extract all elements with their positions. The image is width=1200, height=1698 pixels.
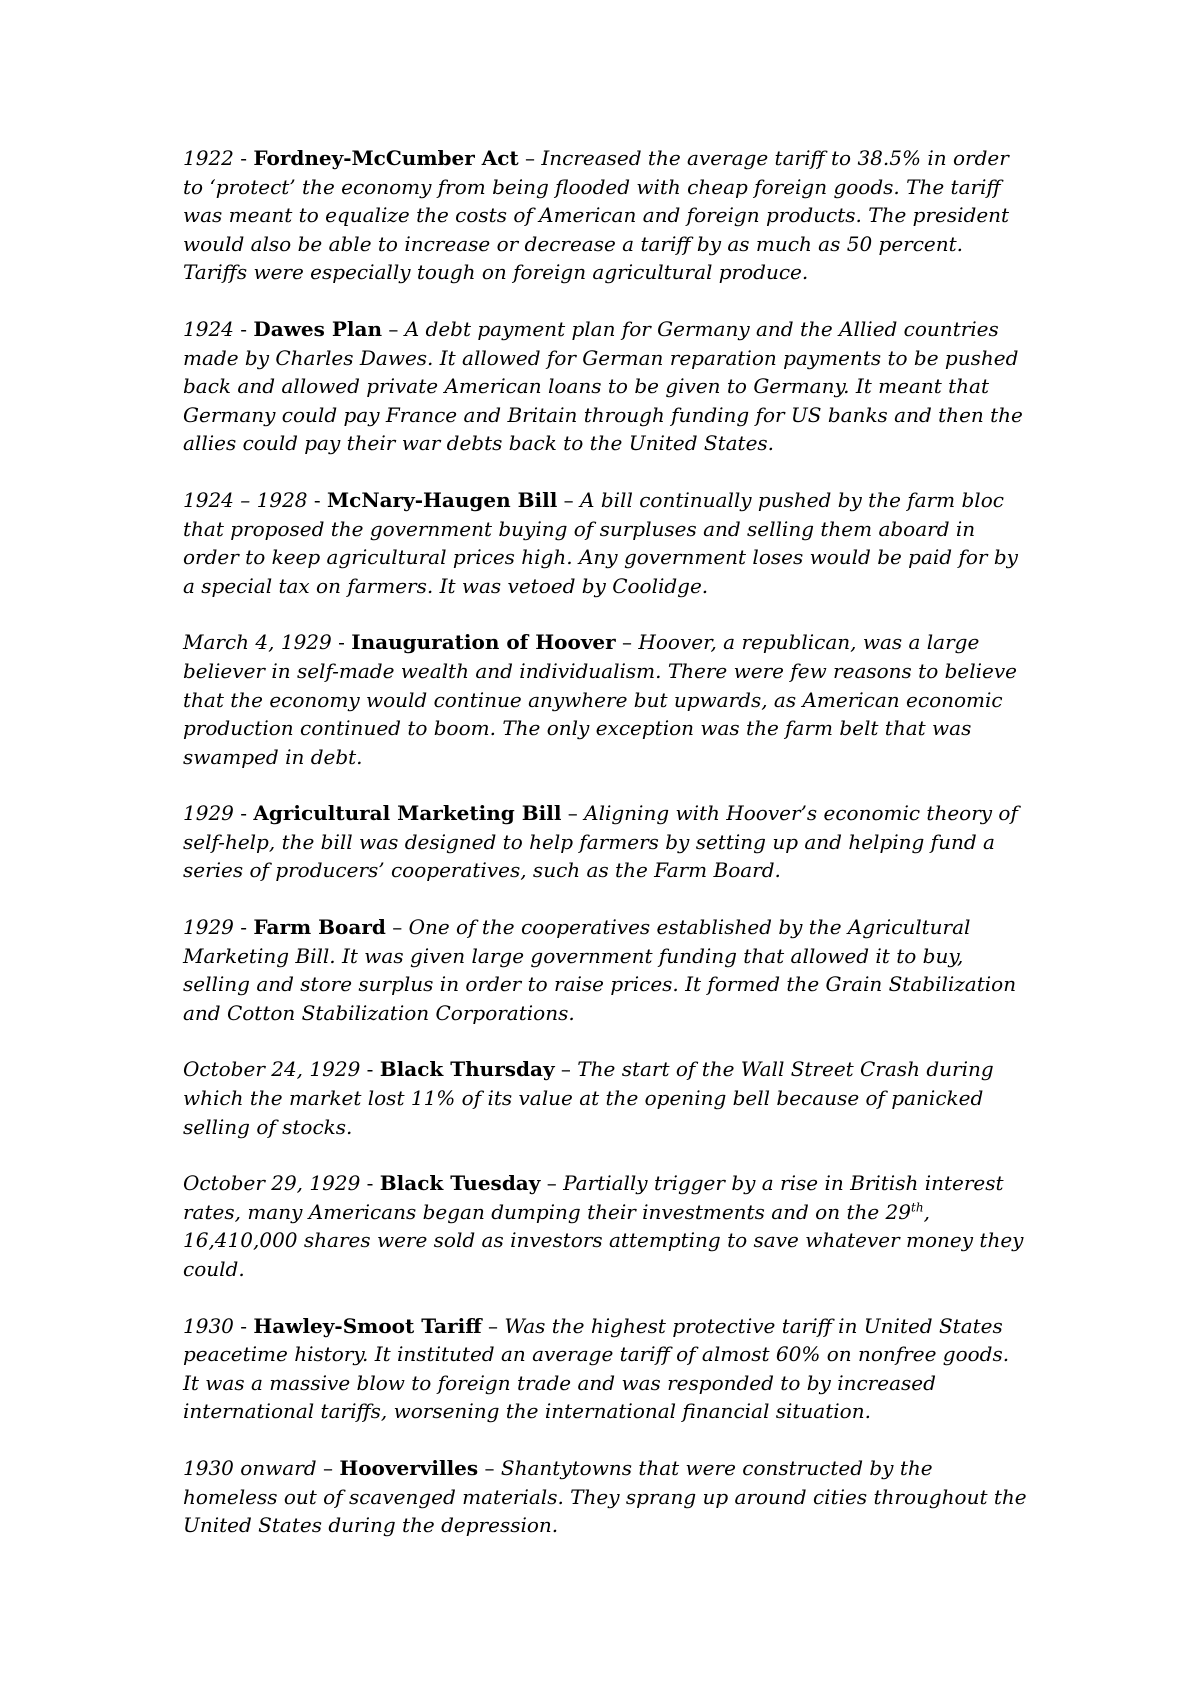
entry-farm-board <box>183 913 1028 1027</box>
entry-description: Partially trigger by a rise in British interest rates, many Americans began dumping their investments and on the 29 <box>183 1171 1004 1224</box>
entry-term: Farm Board <box>253 915 386 940</box>
entry-term: Hoovervilles <box>339 1455 479 1480</box>
entry-separator: – <box>557 487 581 512</box>
entry-date: 1929 <box>183 915 234 940</box>
entry-date: 1924 – 1928 <box>183 487 308 512</box>
entry-separator: - <box>233 146 254 170</box>
entry-term: Dawes Plan <box>253 316 382 341</box>
entry-term: McNary-Haugen Bill <box>327 487 558 512</box>
entry-hoovervilles <box>183 1454 1028 1540</box>
entry-description: One of the cooperatives established by the Agricultural Marketing Bill. It was given large government funding that allowed it to buy, selling and store surplus in order to raise prices. It formed the Grain Stabilization and Cotton Stabilization Corporations. <box>183 915 1017 1025</box>
entry-agricultural-marketing-bill <box>183 799 1028 885</box>
ordinal-suffix: th <box>911 1200 924 1215</box>
entry-date: March 4, 1929 <box>183 630 332 655</box>
entry-description: A bill continually pushed by the farm bloc that proposed the government buying of surpluses and selling them aboard in order to keep agricultural prices high. Any government loses would be paid for by a special tax on farmers. It was vetoed by Coolidge. <box>183 487 1018 598</box>
entry-separator: - <box>307 487 327 512</box>
entry-separator: - <box>233 801 254 826</box>
entry-separator: – <box>478 1455 501 1480</box>
entry-black-tuesday <box>183 1169 1028 1283</box>
entry-separator: - <box>233 316 254 341</box>
entry-date: 1930 onward <box>183 1455 317 1480</box>
entry-term: Fordney-McCumber Act <box>253 146 519 170</box>
entry-term: Black Tuesday <box>379 1171 541 1196</box>
document-page <box>183 144 1028 1568</box>
entry-description-continued: , 16,410,000 shares were sold as investors attempting to save whatever money they could. <box>183 1199 1024 1281</box>
entry-fordney-mccumber-act <box>183 144 1028 287</box>
entry-separator: – <box>316 1455 340 1480</box>
entry-separator: - <box>233 1313 254 1338</box>
entry-date: 1930 <box>183 1313 234 1338</box>
entry-black-thursday <box>183 1055 1028 1141</box>
entry-separator: – <box>561 801 585 826</box>
entry-separator: – <box>518 146 542 170</box>
entry-separator: - <box>360 1057 380 1082</box>
entry-dawes-plan <box>183 315 1028 458</box>
entry-description: Increased the average tariff to 38.5% in order to ‘protect’ the economy from being flooded with cheap foreign goods. The tariff was meant to equalize the costs of American and foreign products. The president would also be able to increase or decrease a tariff by as much as 50 percent. Tariffs were especially tough on foreign agricultural produce. <box>183 146 1010 285</box>
entry-date: 1924 <box>183 316 234 341</box>
entry-mcnary-haugen-bill <box>183 486 1028 600</box>
entry-separator: – <box>540 1171 564 1196</box>
entry-term: Hawley-Smoot Tariff <box>253 1313 482 1338</box>
entry-term: Black Thursday <box>379 1057 555 1082</box>
entry-inauguration-of-hoover <box>183 628 1028 771</box>
entry-description: Hoover, a republican, was a large believer in self-made wealth and individualism. There were few reasons to believe that the economy would continue anywhere but upwards, as American economic production continued to boom. The only exception was the farm belt that was swamped in debt. <box>183 630 1018 769</box>
entry-date: 1922 <box>183 146 234 170</box>
entry-term: Inauguration of Hoover <box>351 630 616 655</box>
entry-description: Aligning with Hoover’s economic theory of self-help, the bill was designed to help farmers by setting up and helping fund a series of producers’ cooperatives, such as the Farm Board. <box>183 801 1018 883</box>
entry-hawley-smoot-tariff <box>183 1312 1028 1426</box>
entry-separator: – <box>382 316 405 341</box>
entry-description: The start of the Wall Street Crash during which the market lost 11% of its value at the opening bell because of panicked selling of stocks. <box>183 1057 994 1139</box>
entry-term: Agricultural Marketing Bill <box>253 801 562 826</box>
entry-date: October 24, 1929 <box>183 1057 361 1082</box>
entry-description: A debt payment plan for Germany and the Allied countries made by Charles Dawes. It allowed for German reparation payments to be pushed back and allowed private American loans to be given to Germany. It meant that Germany could pay France and Britain through funding for US banks and then the allies could pay their war debts back to the United States. <box>183 316 1023 456</box>
entry-separator: – <box>615 630 639 655</box>
entry-separator: – <box>385 915 409 940</box>
entry-separator: - <box>233 915 254 940</box>
entry-separator: - <box>331 630 352 655</box>
entry-separator: – <box>481 1313 505 1338</box>
entry-description: Shantytowns that were constructed by the homeless out of scavenged materials. They sprang up around cities throughout the United States during the depression. <box>183 1455 1027 1538</box>
entry-description: Was the highest protective tariff in United States peacetime history. It instituted an average tariff of almost 60% on nonfree goods. It was a massive blow to foreign trade and was responded to by increased international tariffs, worsening the international financial situation. <box>183 1313 1010 1424</box>
entry-date: October 29, 1929 <box>183 1171 361 1196</box>
entry-date: 1929 <box>183 801 234 826</box>
entry-separator: – <box>554 1057 578 1082</box>
entry-separator: - <box>360 1171 380 1196</box>
